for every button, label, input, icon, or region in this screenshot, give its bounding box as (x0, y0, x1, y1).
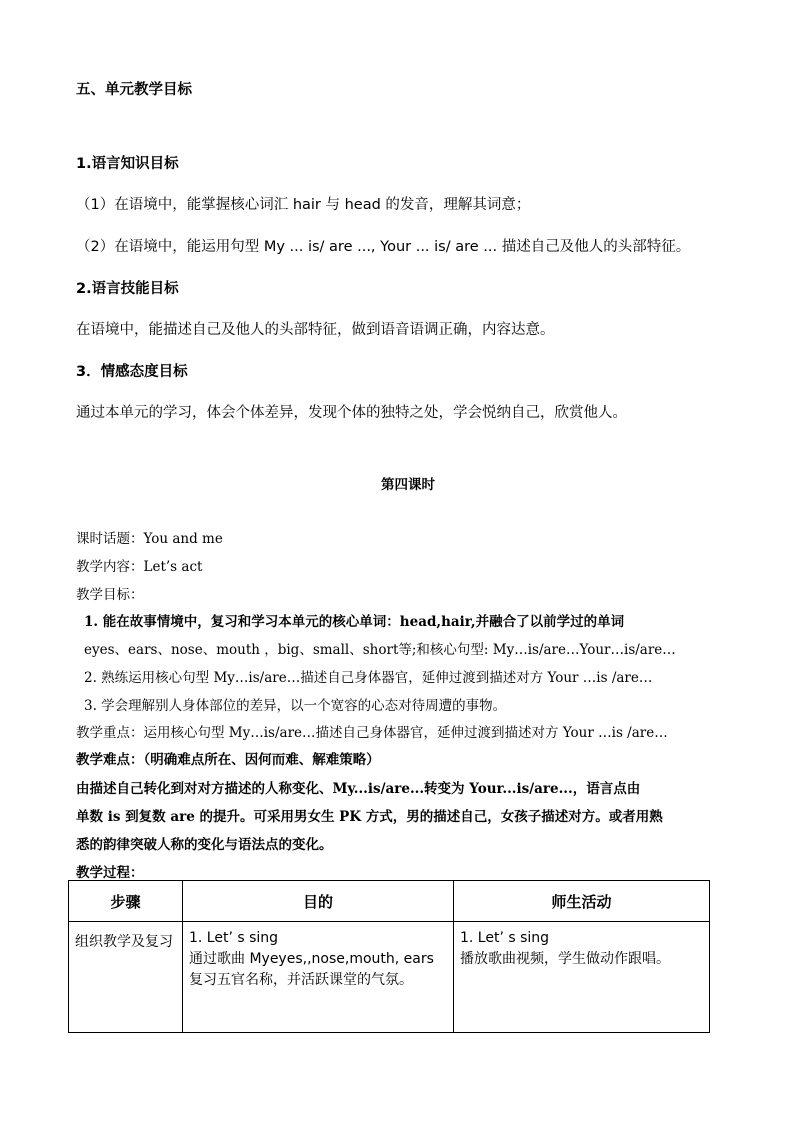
activity-title: 1. Let’ s sing (460, 930, 550, 946)
lesson-title: 第四课时 (381, 477, 435, 493)
purpose-title: 1. Let’ s sing (189, 930, 279, 946)
lesson-goal-1-continued: eyes、ears、nose、mouth ，big、small、short等;和核心句型: My…is/are…Your…is/are… (84, 642, 676, 658)
activity-text: 播放歌曲视频，学生做动作跟唱。 (460, 951, 670, 967)
lesson-topic: 课时话题：You and me (76, 531, 223, 547)
table-cell-purpose (183, 922, 454, 1033)
attitude-goal-text: 通过本单元的学习，体会个体差异，发现个体的独特之处，学会悦纳自己，欣赏他人。 (76, 405, 627, 421)
table-header-row (69, 881, 710, 922)
lesson-goal-1: 1. 能在故事情境中，复习和学习本单元的核心单词：head,hair,并融合了以前学过的单词 (84, 614, 625, 630)
table-header-purpose: 目的 (183, 881, 454, 922)
lesson-goals-label: 教学目标： (76, 587, 144, 603)
lesson-difficulty-line-3: 悉的韵律突破人称的变化与语法点的变化。 (76, 837, 333, 853)
attitude-goal-heading: 3．情感态度目标 (76, 364, 188, 380)
lesson-process-label: 教学过程： (76, 865, 144, 881)
table-header-activity: 师生活动 (454, 881, 710, 922)
lesson-key-point: 教学重点：运用核心句型 My…is/are…描述自己身体器官，延伸过渡到描述对方 Your …is /are… (76, 725, 668, 741)
table-row (69, 922, 710, 1033)
lesson-goal-2: 2. 熟练运用核心句型 My…is/are…描述自己身体器官，延伸过渡到描述对方 Your …is /are… (84, 670, 653, 686)
lesson-difficulty-label: 教学难点：（明确难点所在、因何而难、解难策略） (76, 752, 380, 768)
table-header-step: 步骤 (69, 881, 183, 922)
skill-goal-text: 在语境中，能描述自己及他人的头部特征，做到语音语调正确，内容达意。 (76, 322, 555, 338)
skill-goal-heading: 2.语言技能目标 (76, 281, 179, 297)
lesson-content: 教学内容：Let’s act (76, 559, 203, 575)
lesson-difficulty-line-1: 由描述自己转化到对对方描述的人称变化、My...is/are...转变为 Your...is/are...，语言点由 (76, 781, 641, 797)
table-cell-activity (454, 922, 710, 1033)
lesson-goal-3: 3. 学会理解别人身体部位的差异，以一个宽容的心态对待周遭的事物。 (84, 698, 507, 714)
teaching-process-table (68, 880, 710, 1033)
lesson-difficulty-line-2: 单数 is 到复数 are 的提升。可采用男女生 PK 方式，男的描述自己，女孩子描述对方。或者用熟 (76, 809, 663, 825)
knowledge-goal-item-1: （1）在语境中，能掌握核心词汇 hair 与 head 的发音，理解其词意； (76, 197, 531, 213)
purpose-text: 通过歌曲 Myeyes,,nose,mouth, ears 复习五官名称，并活跃课堂的气氛。 (189, 951, 434, 988)
knowledge-goal-item-2: （2）在语境中，能运用句型 My ... is/ are ..., Your ... is/ are ... 描述自己及他人的头部特征。 (76, 239, 691, 255)
knowledge-goal-heading: 1.语言知识目标 (76, 156, 179, 172)
section-heading: 五、单元教学目标 (76, 82, 192, 98)
step-text: 组织教学及复习 (75, 934, 173, 950)
table-cell-step (69, 922, 183, 1033)
